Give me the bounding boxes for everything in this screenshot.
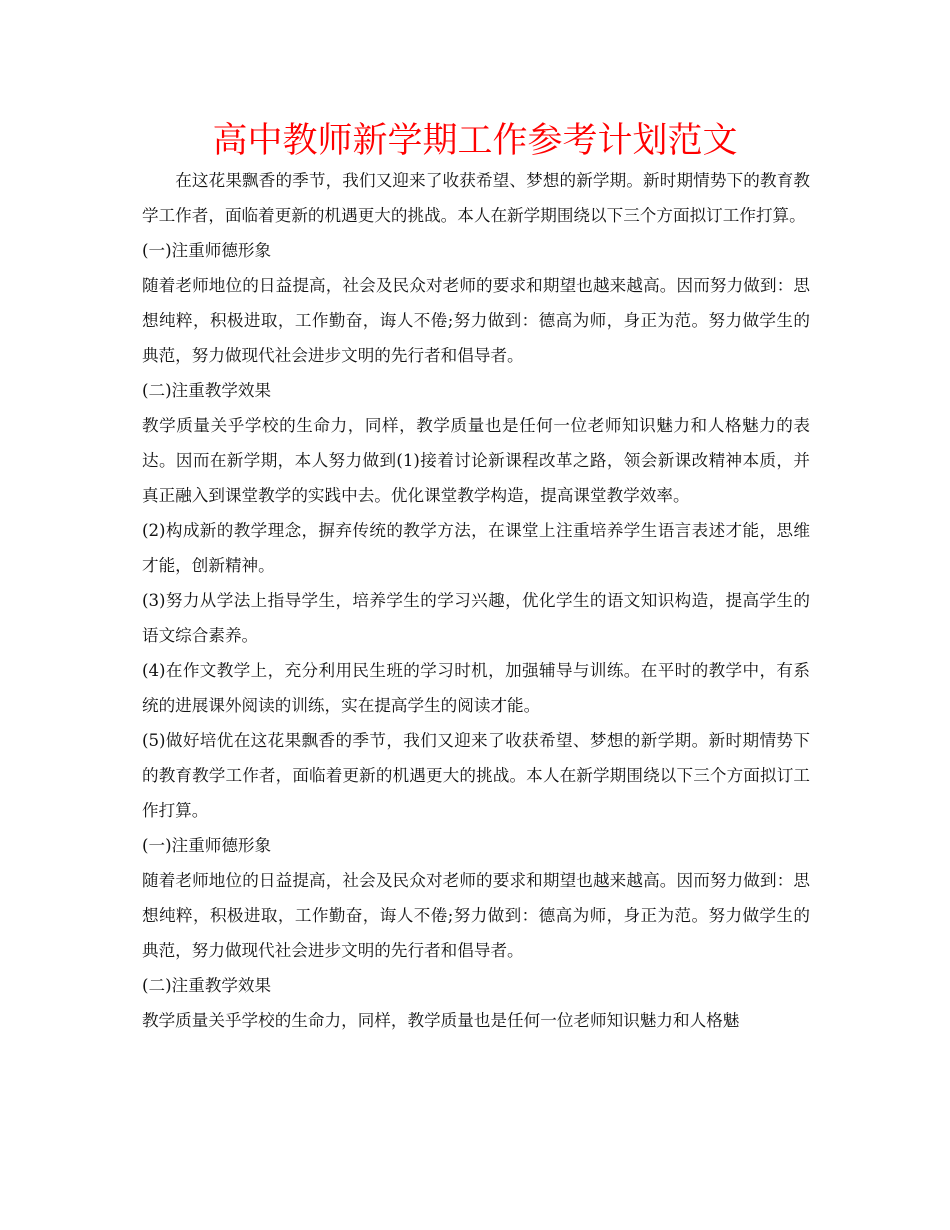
list-item-5: (5)做好培优在这花果飘香的季节，我们又迎来了收获希望、梦想的新学期。新时期情势下的教育教学工作者，面临着更新的机遇更大的挑战。本人在新学期围绕以下三个方面拟订工作打算。: [142, 731, 810, 820]
document-body: [142, 163, 810, 1038]
paragraph-ethics: 随着老师地位的日益提高，社会及民众对老师的要求和期望也越来越高。因而努力做到：思想纯粹，积极进取，工作勤奋，诲人不倦;努力做到：德高为师，身正为范。努力做学生的典范，努力做现代社会进步文明的先行者和倡导者。: [142, 276, 810, 365]
paragraph-teaching-repeat: 教学质量关乎学校的生命力，同样，教学质量也是任何一位老师知识魅力和人格魅: [142, 1011, 740, 1030]
document-title: 高中教师新学期工作参考计划范文: [212, 121, 738, 161]
list-item-2: (2)构成新的教学理念，摒弃传统的教学方法，在课堂上注重培养学生语言表述才能，思维才能，创新精神。: [142, 521, 810, 575]
paragraph-intro: 在这花果飘香的季节，我们又迎来了收获希望、梦想的新学期。新时期情势下的教育教学工作者，面临着更新的机遇更大的挑战。本人在新学期围绕以下三个方面拟订工作打算。: [142, 171, 810, 225]
list-item-4: (4)在作文教学上，充分利用民生班的学习时机，加强辅导与训练。在平时的教学中，有系统的进展课外阅读的训练，实在提高学生的阅读才能。: [142, 661, 810, 715]
section-heading-ethics: (一)注重师德形象: [142, 241, 272, 260]
list-item-3: (3)努力从学法上指导学生，培养学生的学习兴趣，优化学生的语文知识构造，提高学生的语文综合素养。: [142, 591, 810, 645]
section-heading-teaching-repeat: (二)注重教学效果: [142, 976, 272, 995]
paragraph-teaching: 教学质量关乎学校的生命力，同样，教学质量也是任何一位老师知识魅力和人格魅力的表达。因而在新学期，本人努力做到(1)接着讨论新课程改革之路，领会新课改精神本质，并真正融入到课堂教学的实践中去。优化课堂教学构造，提高课堂教学效率。: [142, 416, 810, 505]
paragraph-ethics-repeat: 随着老师地位的日益提高，社会及民众对老师的要求和期望也越来越高。因而努力做到：思想纯粹，积极进取，工作勤奋，诲人不倦;努力做到：德高为师，身正为范。努力做学生的典范，努力做现代社会进步文明的先行者和倡导者。: [142, 871, 810, 960]
section-heading-teaching: (二)注重教学效果: [142, 381, 272, 400]
section-heading-ethics-repeat: (一)注重师德形象: [142, 836, 272, 855]
